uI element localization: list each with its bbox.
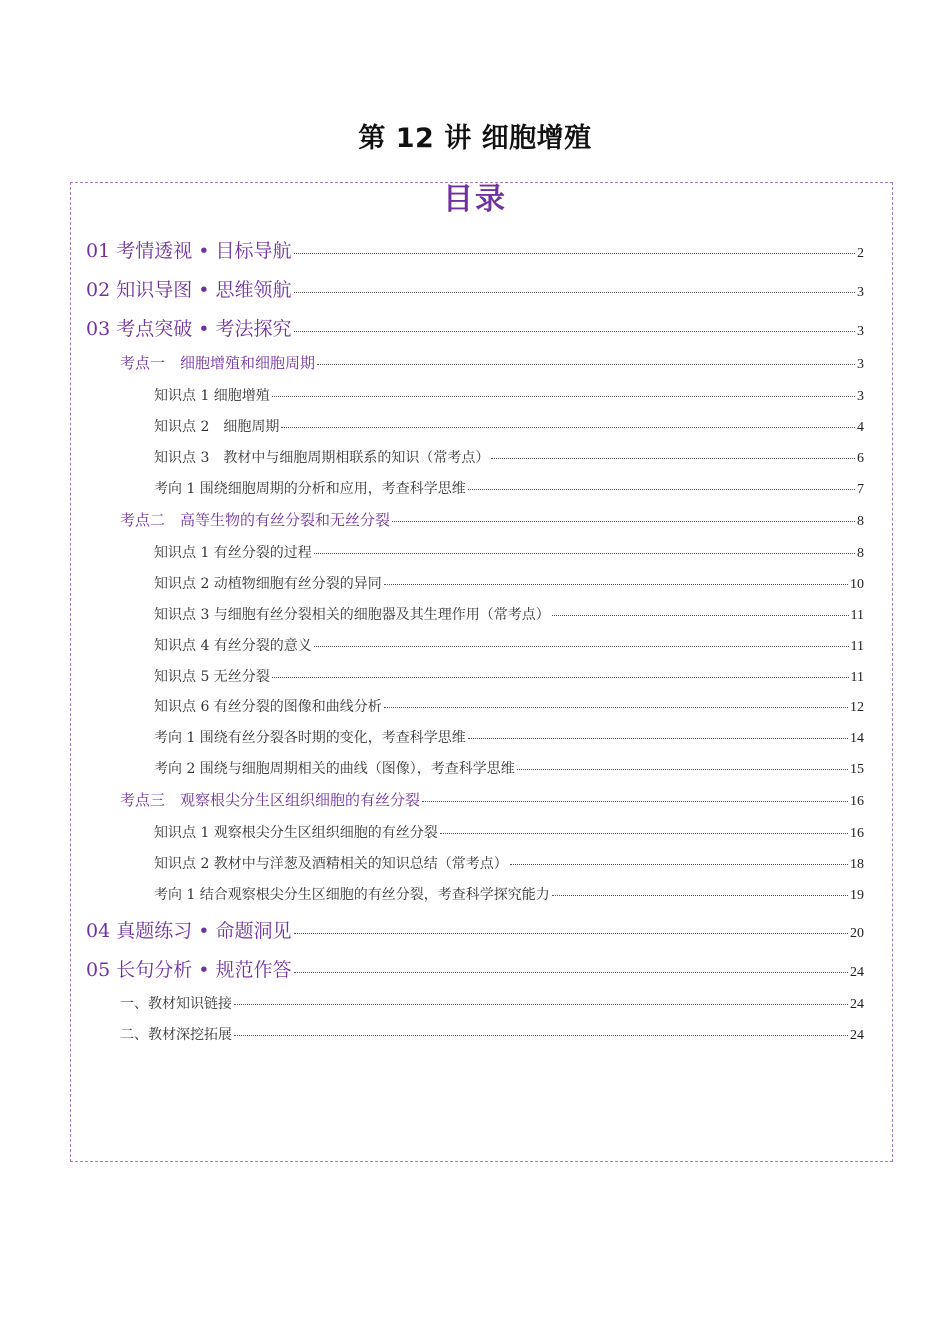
- toc-page-number: 8: [857, 514, 864, 529]
- toc-page-number: 14: [850, 731, 864, 746]
- toc-entry-kaodian-3[interactable]: [120, 789, 864, 810]
- toc-entry-label: 03 考点突破 • 考法探究: [86, 318, 292, 340]
- toc-page-number: 24: [850, 965, 864, 980]
- toc-leader: [234, 1004, 848, 1005]
- toc-leader: [272, 396, 855, 397]
- toc-entry-label: 02 知识导图 • 思维领航: [86, 279, 292, 301]
- toc-heading: 目录: [443, 182, 507, 217]
- toc-leader: [294, 331, 855, 332]
- toc-page-number: 4: [857, 420, 864, 435]
- toc-entry-sub[interactable]: [154, 416, 864, 436]
- toc-leader: [510, 864, 848, 865]
- toc-entry-sub[interactable]: [154, 635, 864, 655]
- page-title: 第 12 讲 细胞增殖: [358, 123, 592, 154]
- toc-page-number: 8: [857, 546, 864, 561]
- toc-entry-sub[interactable]: [154, 542, 864, 562]
- toc-entry-label: 知识点 4 有丝分裂的意义: [154, 638, 312, 654]
- toc-page-number: 18: [850, 857, 864, 872]
- toc-leader: [281, 427, 855, 428]
- toc-entry-sub[interactable]: [154, 666, 864, 686]
- toc-page-number: 2: [857, 246, 864, 261]
- toc-entry-label: 知识点 1 有丝分裂的过程: [154, 545, 312, 561]
- toc-entry-label: 知识点 2 动植物细胞有丝分裂的异同: [154, 576, 382, 592]
- toc-entry-label: 知识点 2 细胞周期: [154, 419, 280, 435]
- toc-entry-kaodian-1[interactable]: [120, 352, 864, 373]
- toc-entry-sub[interactable]: [154, 478, 864, 498]
- toc-leader: [440, 833, 848, 834]
- toc-leader: [294, 933, 848, 934]
- toc-entry-label: 一、教材知识链接: [120, 996, 232, 1012]
- toc-page-number: 11: [850, 639, 864, 654]
- toc-entry-label: 01 考情透视 • 目标导航: [86, 240, 292, 262]
- toc-page-number: 10: [850, 577, 864, 592]
- toc-page-number: 16: [850, 794, 864, 809]
- toc-entry-label: 04 真题练习 • 命题洞见: [86, 920, 292, 942]
- toc-page-number: 11: [850, 608, 864, 623]
- toc-entry-03[interactable]: [86, 314, 864, 341]
- toc-leader: [384, 584, 848, 585]
- toc-entry-kaodian-2[interactable]: [120, 509, 864, 530]
- toc-entry-label: 知识点 5 无丝分裂: [154, 669, 270, 685]
- toc-entry-label: 二、教材深挖拓展: [120, 1027, 232, 1043]
- toc-entry-sub[interactable]: [154, 385, 864, 405]
- toc-leader: [392, 521, 855, 522]
- toc-leader: [314, 553, 855, 554]
- toc-entry-sub[interactable]: [154, 604, 864, 624]
- toc-leader: [552, 895, 848, 896]
- toc-page-number: 11: [850, 670, 864, 685]
- toc-page-number: 6: [857, 451, 864, 466]
- toc-entry-label: 05 长句分析 • 规范作答: [86, 959, 292, 981]
- toc-entry-label: 知识点 1 观察根尖分生区组织细胞的有丝分裂: [154, 825, 438, 841]
- toc-entry-sub[interactable]: [154, 853, 864, 873]
- toc-entry-sub[interactable]: [154, 822, 864, 842]
- toc-leader: [468, 489, 855, 490]
- toc-page-number: 19: [850, 888, 864, 903]
- toc-page-number: 3: [857, 389, 864, 404]
- toc-entry-label: 知识点 1 细胞增殖: [154, 388, 270, 404]
- toc-leader: [234, 1035, 848, 1036]
- toc-entry-sub[interactable]: [120, 1024, 864, 1044]
- toc-entry-01[interactable]: [86, 236, 864, 263]
- toc-leader: [294, 292, 855, 293]
- toc-leader: [294, 253, 855, 254]
- toc-page-number: 16: [850, 826, 864, 841]
- toc-entry-label: 考向 1 围绕细胞周期的分析和应用，考查科学思维: [154, 481, 466, 497]
- toc-entry-sub[interactable]: [120, 993, 864, 1013]
- toc-leader: [491, 458, 855, 459]
- toc-page-number: 20: [850, 926, 864, 941]
- toc-entry-sub[interactable]: [154, 447, 864, 467]
- toc-page-number: 3: [857, 285, 864, 300]
- toc-leader: [422, 801, 848, 802]
- toc-page-number: 24: [850, 997, 864, 1012]
- toc-entry-label: 知识点 2 教材中与洋葱及酒精相关的知识总结（常考点）: [154, 856, 508, 872]
- toc-entry-sub[interactable]: [154, 884, 864, 904]
- toc-leader: [468, 738, 848, 739]
- toc-entry-label: 考向 1 围绕有丝分裂各时期的变化，考查科学思维: [154, 730, 466, 746]
- toc-leader: [294, 972, 848, 973]
- toc-leader: [314, 646, 849, 647]
- toc-entry-label: 考向 1 结合观察根尖分生区细胞的有丝分裂，考查科学探究能力: [154, 887, 550, 903]
- toc-entry-sub[interactable]: [154, 573, 864, 593]
- toc-entry-sub[interactable]: [154, 696, 864, 716]
- toc-entry-label: 考点一 细胞增殖和细胞周期: [120, 354, 316, 372]
- toc-page-number: 12: [850, 700, 864, 715]
- toc-entry-label: 考点二 高等生物的有丝分裂和无丝分裂: [120, 511, 391, 529]
- toc-entry-label: 考向 2 围绕与细胞周期相关的曲线（图像），考查科学思维: [154, 761, 515, 777]
- toc-entry-label: 知识点 3 与细胞有丝分裂相关的细胞器及其生理作用（常考点）: [154, 607, 550, 623]
- toc-entry-05[interactable]: [86, 955, 864, 982]
- toc-page-number: 3: [857, 357, 864, 372]
- toc-entry-label: 考点三 观察根尖分生区组织细胞的有丝分裂: [120, 791, 421, 809]
- toc-entry-label: 知识点 3 教材中与细胞周期相联系的知识（常考点）: [154, 450, 490, 466]
- toc-entry-label: 知识点 6 有丝分裂的图像和曲线分析: [154, 699, 382, 715]
- toc-page-number: 7: [857, 482, 864, 497]
- toc-leader: [552, 615, 849, 616]
- toc-page-number: 15: [850, 762, 864, 777]
- toc-entry-04[interactable]: [86, 916, 864, 943]
- toc-leader: [317, 364, 855, 365]
- toc-leader: [272, 677, 849, 678]
- toc-entry-sub[interactable]: [154, 758, 864, 778]
- toc-entry-02[interactable]: [86, 275, 864, 302]
- toc-leader: [517, 769, 848, 770]
- toc-page-number: 24: [850, 1028, 864, 1043]
- toc-page-number: 3: [857, 324, 864, 339]
- toc-entry-sub[interactable]: [154, 727, 864, 747]
- toc-leader: [384, 707, 848, 708]
